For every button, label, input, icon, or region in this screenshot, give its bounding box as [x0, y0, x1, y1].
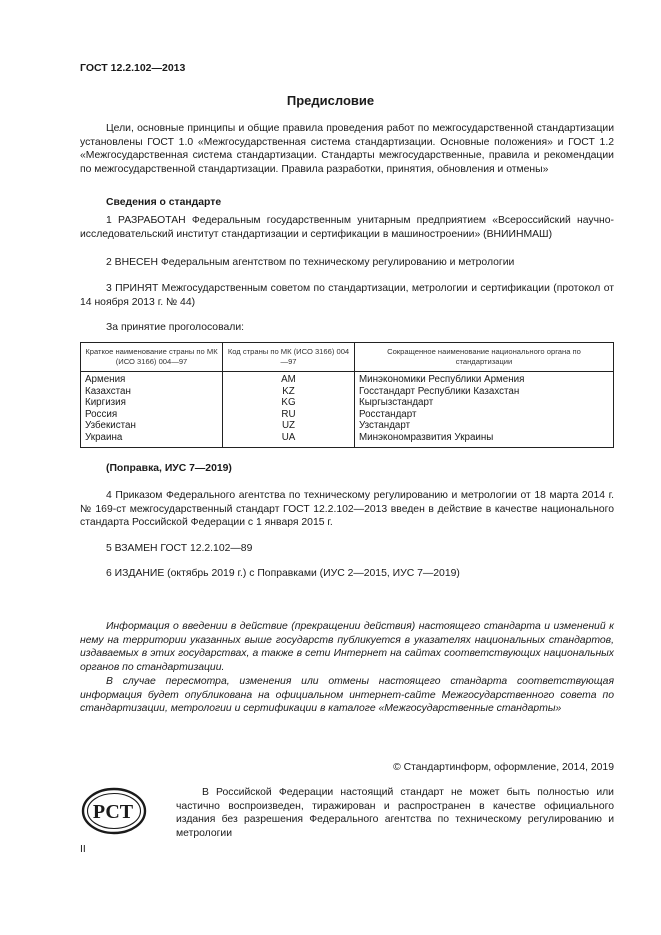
table-row	[81, 409, 614, 421]
body-cell: Росстандарт	[355, 409, 614, 421]
code-cell: UA	[223, 432, 355, 447]
item-adopted-text: 3 ПРИНЯТ Межгосударственным советом по стандартизации, метрологии и сертификации (протокол от 14 ноября 2013 г. № 44)	[80, 283, 614, 308]
document-header: ГОСТ 12.2.102—2013	[80, 62, 186, 74]
code-cell: AM	[223, 372, 355, 386]
body-cell: Узстандарт	[355, 420, 614, 432]
rst-mark-text: РСТ	[92, 801, 134, 823]
code-cell: KG	[223, 397, 355, 409]
voted-label	[80, 321, 614, 335]
item-replaces-text: 5 ВЗАМЕН ГОСТ 12.2.102—89	[106, 543, 253, 554]
item-enacted-text: 4 Приказом Федерального агентства по техническому регулированию и метрологии от 18 марта 2014 г. № 169-ст межгосударственный стандарт ГОСТ 12.2.102—2013 введен в действие в качестве национального стандарта Российской Федерации с 1 января 2015 г.	[80, 490, 614, 529]
table-row	[81, 386, 614, 398]
section-title: Сведения о стандарте	[106, 197, 222, 208]
intro-text: Цели, основные принципы и общие правила проведения работ по межгосударственной стандартизации установлены ГОСТ 1.0 «Межгосударственная система стандартизации. Основные положения» и ГОСТ 1.2 «Межгосударственная система стандартизации. Стандарты межгосударственные, правила и рекомендации по межгосударственной стандартизации. Правила разработки, принятия, обновления и отмены»	[80, 123, 614, 175]
table-header-code: Код страны по МК (ИСО 3166) 004—97	[223, 343, 355, 372]
item-developed	[80, 214, 614, 241]
rst-mark-icon	[80, 786, 148, 836]
country-cell: Казахстан	[81, 386, 223, 398]
page-number: II	[80, 844, 86, 855]
item-introduced	[80, 256, 614, 270]
info-paragraph-1-text: Информация о введении в действие (прекращении действия) настоящего стандарта и изменений к нему на территории указанных выше государств публикуется в указателях национальных стандартов, издаваемых в этих государствах, а также в сети Интернет на сайтах соответствующих национальных органов по стандартизации.	[80, 621, 614, 673]
item-edition	[80, 567, 614, 581]
page-title: Предисловие	[286, 93, 375, 108]
country-cell: Армения	[81, 372, 223, 386]
body-cell: Кыргызстандарт	[355, 397, 614, 409]
country-cell: Украина	[81, 432, 223, 447]
table-header-country: Краткое наименование страны по МК (ИСО 3166) 004—97	[81, 343, 223, 372]
country-cell: Россия	[81, 409, 223, 421]
code-cell: KZ	[223, 386, 355, 398]
copyright-notice-text: В Российской Федерации настоящий стандарт не может быть полностью или частично воспроизведен, тиражирован и распространен в качестве официального издания без разрешения Федерального агентства по техническому регулированию и метрологии	[176, 787, 614, 839]
table-row	[81, 372, 614, 386]
country-cell: Узбекистан	[81, 420, 223, 432]
country-cell: Киргизия	[81, 397, 223, 409]
info-paragraph-2-text: В случае пересмотра, изменения или отмены настоящего стандарта соответствующая информация будет опубликована на официальном интернет-сайте Межгосударственного совета по стандартизации, метрологии и сертификации в каталоге «Межгосударственные стандарты»	[80, 676, 614, 715]
item-introduced-text: 2 ВНЕСЕН Федеральным агентством по техническому регулированию и метрологии	[106, 257, 515, 268]
item-enacted	[80, 489, 614, 530]
body-cell: Минэкономики Республики Армения	[355, 372, 614, 386]
item-edition-text: 6 ИЗДАНИЕ (октябрь 2019 г.) с Поправками (ИУС 2—2015, ИУС 7—2019)	[106, 568, 460, 579]
copyright-notice	[176, 786, 614, 840]
item-replaces	[80, 542, 614, 556]
info-paragraph-2	[80, 675, 614, 716]
table-header-body: Сокращенное наименование национального органа по стандартизации	[355, 343, 614, 372]
item-developed-text: 1 РАЗРАБОТАН Федеральным государственным унитарным предприятием «Всероссийский научно-исследовательский институт стандартизации и сертификации в машиностроении» (ВНИИНМАШ)	[80, 215, 614, 240]
intro-paragraph	[80, 122, 614, 176]
body-cell: Минэкономразвития Украины	[355, 432, 614, 447]
voting-table	[80, 342, 614, 448]
amendment-note: (Поправка, ИУС 7—2019)	[106, 463, 232, 474]
info-paragraph-1	[80, 620, 614, 674]
table-header-row	[81, 343, 614, 372]
voted-label-text: За принятие проголосовали:	[106, 322, 245, 333]
table-row	[81, 397, 614, 409]
table-row	[81, 432, 614, 447]
item-adopted	[80, 282, 614, 309]
table-row	[81, 420, 614, 432]
copyright-line: © Стандартинформ, оформление, 2014, 2019	[393, 762, 614, 773]
body-cell: Госстандарт Республики Казахстан	[355, 386, 614, 398]
code-cell: RU	[223, 409, 355, 421]
code-cell: UZ	[223, 420, 355, 432]
